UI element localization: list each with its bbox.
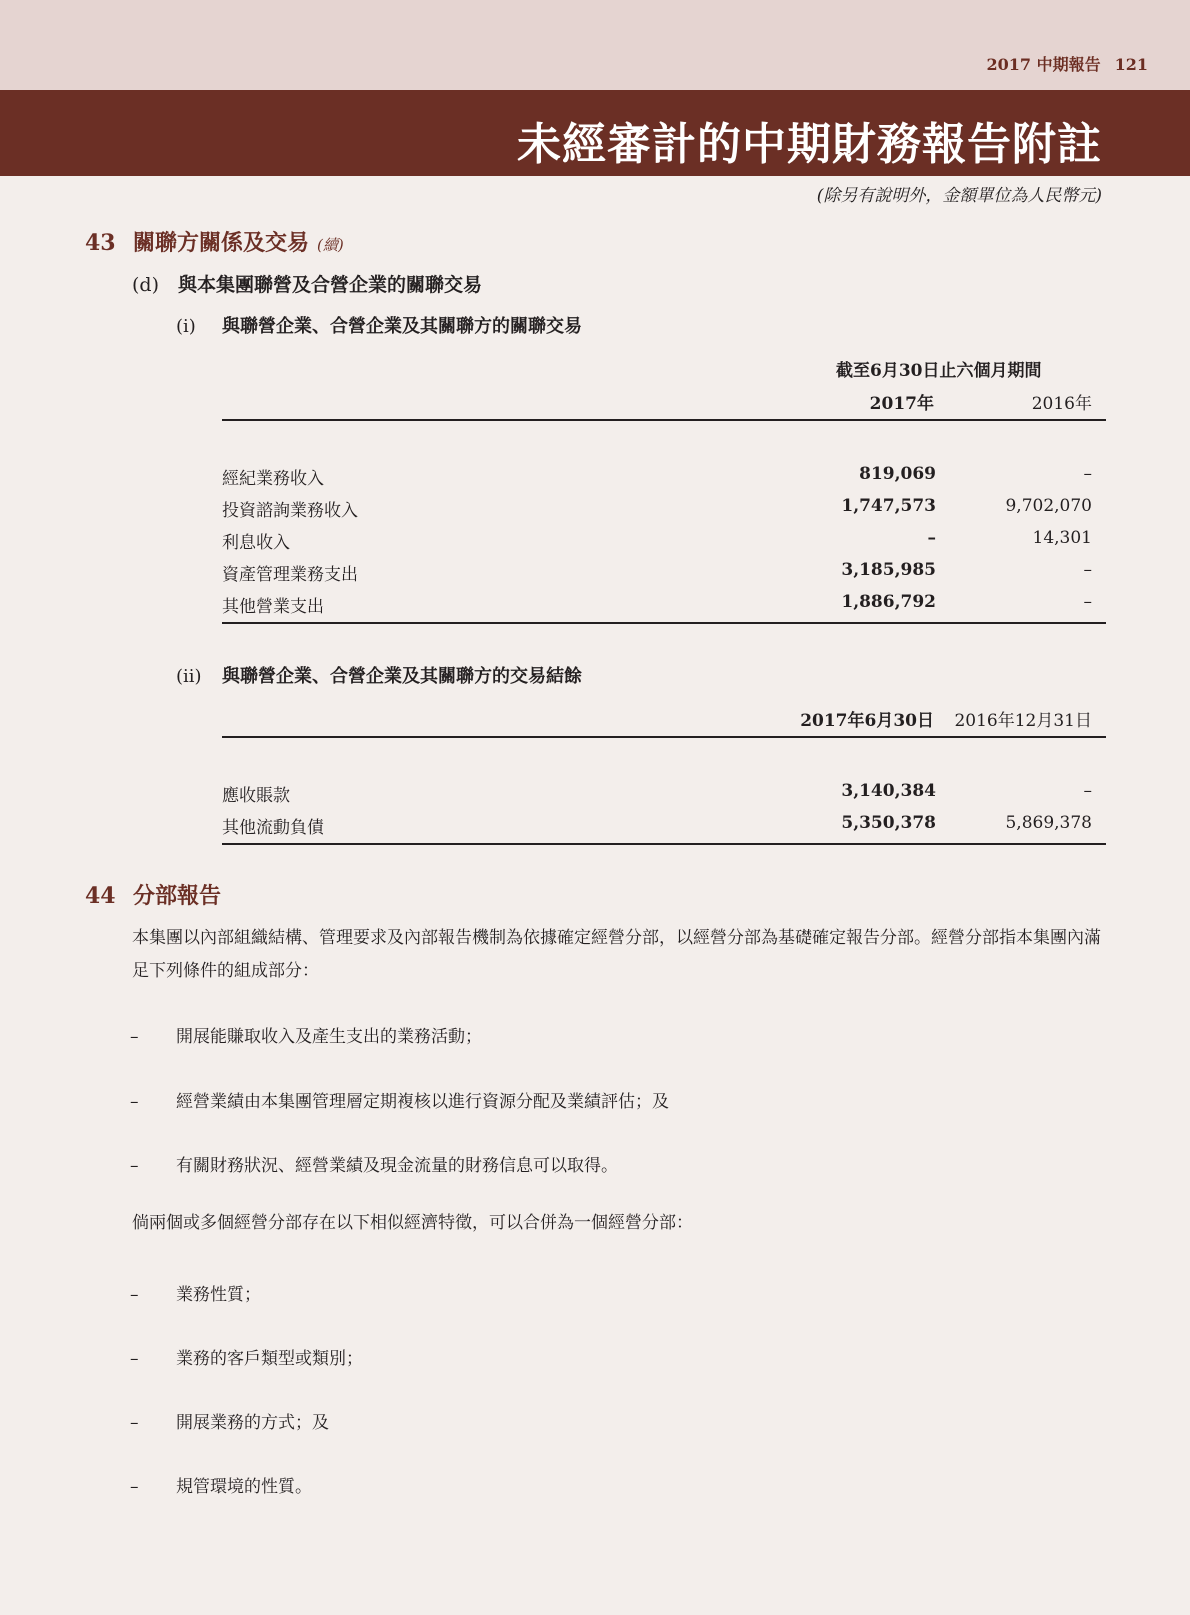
column-header-2016: 2016年 (1031, 394, 1092, 414)
subsection-label: (d) (132, 274, 159, 296)
value-2017: 819,069 (859, 464, 936, 484)
section-43-heading (85, 226, 344, 257)
value-2017: 3,185,985 (841, 560, 936, 580)
value-2016: 14,301 (1032, 528, 1092, 548)
report-name: 2017 中期報告 (986, 55, 1101, 74)
list-item-text: 規管環境的性質。 (176, 1477, 312, 1497)
continued-label: (續) (317, 236, 344, 254)
criteria-paragraph: 倘兩個或多個經營分部存在以下相似經濟特徵，可以合併為一個經營分部： (132, 1213, 693, 1233)
table-row (222, 464, 1092, 494)
subsection-title: 與本集團聯營及合營企業的關聯交易 (178, 274, 483, 296)
title-bar (0, 90, 1190, 176)
list-item (130, 1022, 482, 1047)
value-2017: 3,140,384 (841, 781, 936, 801)
table-row (222, 592, 1092, 622)
value-2017: 1,886,792 (841, 592, 936, 612)
list-item-text: 經營業績由本集團管理層定期複核以進行資源分配及業績評估；及 (176, 1092, 669, 1112)
intro-paragraph: 本集團以內部組織結構、管理要求及內部報告機制為依據確定經營分部，以經營分部為基礎確定報告分部。經營分部指本集團內滿足下列條件的組成部分： (132, 928, 1101, 981)
list-item (130, 1408, 329, 1433)
column-header-2017: 2017年6月30日 (800, 711, 934, 731)
list-item (130, 1280, 261, 1305)
value-2016: – (1083, 464, 1092, 484)
section-44-heading (85, 879, 221, 910)
table-row (222, 813, 1092, 843)
row-label: 經紀業務收入 (222, 469, 324, 489)
part-title: 與聯營企業、合營企業及其關聯方的關聯交易 (222, 316, 582, 337)
column-header-2016: 2016年12月31日 (954, 711, 1092, 731)
part-label: (i) (176, 316, 196, 337)
list-item-text: 開展業務的方式；及 (176, 1413, 329, 1433)
table-row (222, 560, 1092, 590)
table-row (222, 781, 1092, 811)
column-header-2017: 2017年 (869, 394, 934, 414)
dash-marker: – (130, 1027, 139, 1047)
value-2016: – (1083, 592, 1092, 612)
subsection-d-heading (132, 270, 482, 297)
list-item-text: 業務性質； (176, 1285, 261, 1305)
section-title: 分部報告 (133, 883, 222, 909)
dash-marker: – (130, 1413, 139, 1433)
value-2017: – (927, 528, 936, 548)
value-2016: 9,702,070 (1005, 496, 1092, 516)
value-2016: – (1083, 781, 1092, 801)
dash-marker: – (130, 1477, 139, 1497)
report-label (986, 52, 1148, 75)
period-header: 截至6月30日止六個月期間 (836, 361, 1042, 381)
page-number: 121 (1114, 55, 1148, 74)
value-2016: – (1083, 560, 1092, 580)
section-number: 43 (85, 230, 116, 256)
list-item (130, 1344, 363, 1369)
page-title: 未經審計的中期財務報告附註 (517, 119, 1102, 170)
row-label: 投資諮詢業務收入 (222, 501, 358, 521)
list-item (130, 1472, 312, 1497)
list-item-text: 業務的客戶類型或類別； (176, 1349, 363, 1369)
list-item (130, 1087, 669, 1112)
row-label: 其他流動負債 (222, 818, 324, 838)
list-item-text: 開展能賺取收入及產生支出的業務活動； (176, 1027, 482, 1047)
header-band (0, 0, 1190, 90)
row-label: 利息收入 (222, 533, 290, 553)
list-item-text: 有關財務狀況、經營業績及現金流量的財務信息可以取得。 (176, 1156, 618, 1176)
table-row (222, 496, 1092, 526)
part-title: 與聯營企業、合營企業及其關聯方的交易結餘 (222, 666, 582, 687)
currency-note: (除另有說明外，金額單位為人民幣元) (816, 186, 1102, 206)
row-label: 資產管理業務支出 (222, 565, 358, 585)
value-2017: 5,350,378 (841, 813, 936, 833)
row-label: 應收賬款 (222, 786, 290, 806)
dash-marker: – (130, 1156, 139, 1176)
part-ii-heading (176, 662, 582, 688)
table-rule (222, 622, 1106, 624)
dash-marker: – (130, 1349, 139, 1369)
table-row (222, 528, 1092, 558)
list-item (130, 1151, 618, 1176)
part-i-heading (176, 312, 582, 338)
table-rule (222, 419, 1106, 421)
section-title: 關聯方關係及交易 (133, 230, 310, 256)
dash-marker: – (130, 1285, 139, 1305)
section-number: 44 (85, 883, 116, 909)
dash-marker: – (130, 1092, 139, 1112)
table-rule (222, 843, 1106, 845)
value-2017: 1,747,573 (841, 496, 936, 516)
value-2016: 5,869,378 (1005, 813, 1092, 833)
row-label: 其他營業支出 (222, 597, 324, 617)
table-rule (222, 736, 1106, 738)
part-label: (ii) (176, 666, 202, 687)
